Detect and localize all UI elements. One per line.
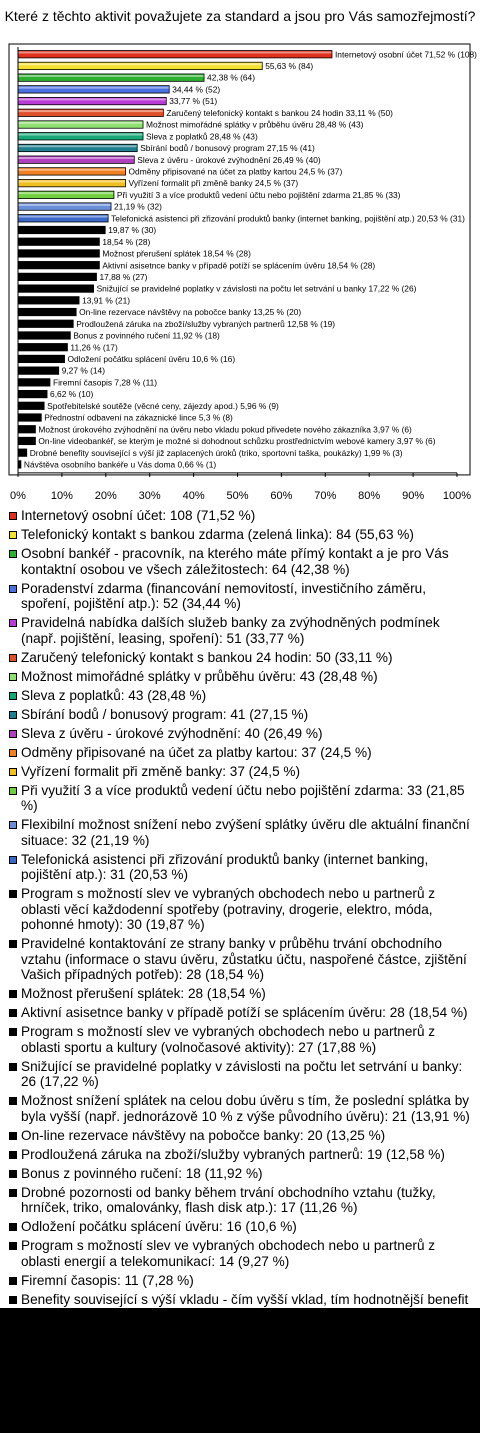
bar-label: Odměny připisované na účet za platby kartou 24,5 % (37) xyxy=(128,166,343,177)
bar-label: Možnost úrokového zvýhodnění na úvěru nebo vkladu pokud přivedete nového zákazníka 3,97 % (6) xyxy=(38,424,412,435)
bar-group xyxy=(18,344,67,351)
legend-label: On-line videobankéř, se kterým je možné si dohodnout schůzku prostřednictvím webové kamery: 6 (3,97 %) xyxy=(21,1398,404,1429)
bar xyxy=(18,426,35,433)
legend-item xyxy=(8,1128,472,1144)
bar-group xyxy=(18,355,65,362)
legend-label: Sleva z poplatků: 43 (28,48 %) xyxy=(21,687,207,703)
bar-group xyxy=(18,437,35,444)
bar-label: Prodloužená záruka na zboží/služby vybraných partnerů 12,58 % (19) xyxy=(76,318,336,329)
legend-swatch xyxy=(9,1242,17,1250)
bar-group xyxy=(18,226,105,233)
bar-group xyxy=(18,297,79,304)
bar-label: 11,26 % (17) xyxy=(70,342,118,353)
legend-swatch xyxy=(9,1097,17,1105)
bar xyxy=(18,402,44,409)
legend-label: Vyřízení formalit při změně banky: 37 (24,5 %) xyxy=(21,763,301,779)
legend-swatch xyxy=(9,654,17,662)
legend-item xyxy=(8,1219,472,1235)
legend-label: Při využití 3 a více produktů vedení účtu nebo pojištění zdarma: 33 (21,85 %) xyxy=(21,782,465,813)
legend-label: Sleva z úvěru - úrokové zvýhodnění: 40 (26,49 %) xyxy=(21,725,323,741)
bar-highlight xyxy=(19,52,332,54)
bar-highlight xyxy=(19,87,169,89)
legend-label: Program s možností slev ve vybraných obchodech nebo u partnerů z oblasti sportu a kultury (volnočasové aktivity): 27 (17,88 %) xyxy=(21,1024,436,1055)
legend-label: Možnost mimořádné splátky v průběhu úvěru: 43 (28,48 %) xyxy=(21,668,378,684)
legend-item xyxy=(8,1093,472,1124)
legend-item xyxy=(8,581,472,612)
chart-title: Které z těchto aktivit považujete za standard a jsou pro Vás samozřejmostí? xyxy=(4,8,476,24)
bar-group xyxy=(18,168,126,175)
bar-label: Možnost přerušení splátek 18,54 % (28) xyxy=(102,248,251,259)
bar-label: 34,44 % (52) xyxy=(172,84,221,95)
legend-item xyxy=(8,508,472,524)
bar-chart xyxy=(0,0,480,508)
bar-label: Bonus z povinného ručení 11,92 % (18) xyxy=(73,330,220,341)
legend-label: Spotřebitelské soutěže (věcné ceny, zájezdy apod.): 9 (5,96 %) xyxy=(21,1326,401,1341)
legend-swatch xyxy=(9,1151,17,1159)
bar-label: 42,38 % (64) xyxy=(207,72,256,83)
bar-group xyxy=(18,285,94,292)
bar-group xyxy=(18,86,169,93)
bar-highlight xyxy=(19,157,134,159)
bar-group xyxy=(18,144,137,151)
bar-group xyxy=(18,156,134,163)
bar-label: 19,87 % (30) xyxy=(108,225,157,236)
legend-label: Bonus z povinného ručení: 18 (11,92 %) xyxy=(21,1165,263,1181)
legend-item xyxy=(8,1326,472,1342)
bar-label: Aktivní asisetnce banky v případě potíží se splácením úvěru 18,54 % (28) xyxy=(102,260,376,271)
bar-label: Možnost mimořádné splátky v průběhu úvěru 28,48 % (43) xyxy=(146,119,364,130)
legend-swatch xyxy=(9,1170,17,1178)
x-tick-label: 40% xyxy=(182,490,205,502)
bar-highlight xyxy=(19,110,163,112)
bar xyxy=(18,414,41,421)
legend-label: Snižující se pravidelné poplatky v závislosti na počtu let setrvání u banky: 26 (17,22 %) xyxy=(21,1058,463,1089)
bar-highlight xyxy=(19,204,111,206)
bar-group xyxy=(18,320,73,327)
legend-swatch xyxy=(9,619,17,627)
x-tick-label: 0% xyxy=(10,490,26,502)
legend-item xyxy=(8,615,472,646)
legend-swatch xyxy=(9,1189,17,1197)
legend-item xyxy=(8,1024,472,1055)
legend-item xyxy=(8,817,472,848)
legend-label: Osobní bankéř - pracovník, na kterého máte přímý kontakt a je pro Vás kontaktní osobou ve všech záležitostech: 64 (42,38 %) xyxy=(21,546,449,577)
legend-item xyxy=(8,1005,472,1021)
legend-item xyxy=(8,764,472,780)
bar-group xyxy=(18,238,99,245)
legend-label: Zaručený telefonický kontakt s bankou 24 hodin: 50 (33,11 %) xyxy=(21,649,393,665)
bar-label: Internetový osobní účet 71,52 % (108) xyxy=(334,49,477,60)
legend-item xyxy=(8,783,472,814)
bar-label: 21,19 % (32) xyxy=(114,201,162,212)
legend-label: On-line rezervace návštěvy na pobočce banky: 20 (13,25 %) xyxy=(21,1127,386,1143)
bar-group xyxy=(18,414,41,421)
legend-item xyxy=(8,1273,472,1289)
bar-highlight xyxy=(19,122,143,124)
legend-swatch xyxy=(9,1132,17,1140)
bar xyxy=(18,238,99,245)
legend-swatch xyxy=(9,890,17,898)
legend-item xyxy=(8,886,472,933)
legend xyxy=(8,508,472,1433)
legend-label: Odložení počátku splácení úvěru: 16 (10,6 %) xyxy=(21,1219,297,1234)
legend-swatch xyxy=(9,749,17,757)
legend-swatch xyxy=(9,768,17,776)
bar-highlight xyxy=(19,63,262,65)
legend-label: Firemní časopis: 11 (7,28 %) xyxy=(21,1272,194,1288)
bar-group xyxy=(18,97,166,104)
bar-label: Firemní časopis 7,28 % (11) xyxy=(52,377,158,388)
legend-label: Odměny připisované na účet za platby kartou: 37 (24,5 %) xyxy=(21,744,372,760)
legend-label: Pravidelné kontaktování ze strany banky v průběhu trvání obchodního vztahu (informace o stavu úvěru, zůstatku účtu, naspořené částce, zjištění Vašich případných potřeb): 28 (18,54 %) xyxy=(21,936,467,982)
legend-swatch xyxy=(9,1330,17,1338)
x-tick-label: 20% xyxy=(94,490,117,502)
bar-group xyxy=(18,74,204,81)
bar-highlight xyxy=(19,134,143,136)
legend-swatch xyxy=(9,1223,17,1231)
legend-label: Internetový osobní účet: 108 (71,52 %) xyxy=(21,508,256,523)
legend-item xyxy=(8,726,472,742)
bar-label: 18,54 % (28) xyxy=(102,236,151,247)
bar-label: 17,88 % (27) xyxy=(99,271,148,282)
legend-item xyxy=(8,1399,472,1430)
legend-item xyxy=(8,1166,472,1182)
bar-highlight xyxy=(19,75,204,77)
legend-label: Sbírání bodů / bonusový program: 41 (27,15 %) xyxy=(21,706,309,722)
legend-item xyxy=(8,1059,472,1090)
legend-swatch xyxy=(9,711,17,719)
legend-label: Přednostní odbavení na zákaznické lince: 8 (5,3 %) xyxy=(21,1345,331,1360)
bar-label: Spotřebitelské soutěže (věcné ceny, zájezdy apod.) 5,96 % (9) xyxy=(47,400,279,411)
bar xyxy=(18,261,99,268)
legend-swatch xyxy=(9,940,17,948)
bar-label: Telefonická asistenci při zřizování produktů banky (internet banking, pojištění atp.) 20,53 % (31) xyxy=(111,213,465,224)
bar-group xyxy=(18,261,99,268)
legend-item xyxy=(8,1238,472,1269)
x-tick-label: 100% xyxy=(442,490,472,502)
bar xyxy=(18,344,67,351)
legend-swatch xyxy=(9,821,17,829)
bar xyxy=(18,355,65,362)
bar-label: Snižující se pravidelné poplatky v závislosti na počtu let setrvání u banky 17,22 % (26) xyxy=(96,283,417,294)
bar-group xyxy=(18,179,126,186)
bar-group xyxy=(18,379,50,386)
bar xyxy=(18,226,105,233)
bar-label: Sleva z poplatků 28,48 % (43) xyxy=(146,131,258,142)
legend-item xyxy=(8,936,472,983)
legend-swatch xyxy=(9,550,17,558)
legend-swatch xyxy=(9,730,17,738)
bar-label: Odložení počátku splácení úvěru 10,6 % (16) xyxy=(67,354,236,365)
bar-label: Sbírání bodů / bonusový program 27,15 % (41) xyxy=(140,143,315,154)
bar xyxy=(18,379,50,386)
bar-group xyxy=(18,332,70,339)
legend-swatch xyxy=(9,1028,17,1036)
legend-item xyxy=(8,1147,472,1163)
legend-label: Program s možností slev ve vybraných obchodech nebo u partnerů z oblasti energií a telekomunikací: 14 (9,27 %) xyxy=(21,1238,436,1269)
bar-label: On-line videobankéř, se kterým je možné si dohodnout schůzku prostřednictvím webové kamery 3,97 % (6) xyxy=(38,436,436,447)
legend-label: Možnost přerušení splátek: 28 (18,54 %) xyxy=(21,986,266,1001)
legend-swatch xyxy=(9,1368,17,1376)
bar-label: 9,27 % (14) xyxy=(61,365,105,376)
bar-group xyxy=(18,191,114,198)
bar-highlight xyxy=(19,216,108,218)
bar-label: Sleva z úvěru - úrokové zvýhodnění 26,49 % (40) xyxy=(137,154,321,165)
legend-item xyxy=(8,852,472,883)
legend-swatch xyxy=(9,990,17,998)
legend-swatch xyxy=(9,1277,17,1285)
bar xyxy=(18,449,27,456)
bar-label: 6,62 % (10) xyxy=(50,389,94,400)
legend-label: Možnost úrokového zvýhodnění na úvěru nebo vkladu pokud přivedete nového zákazníka: 6 (3,97 %) xyxy=(21,1364,448,1395)
bar-group xyxy=(18,390,47,397)
bar xyxy=(18,320,73,327)
legend-label: Prodloužená záruka na zboží/služby vybraných partnerů: 19 (12,58 %) xyxy=(21,1146,445,1162)
bar-group xyxy=(18,133,143,140)
bar xyxy=(18,390,47,397)
bar-label: Návštěva osobního bankéře u Vás doma 0,66 % (1) xyxy=(23,459,217,470)
legend-swatch xyxy=(9,1349,17,1357)
legend-item xyxy=(8,986,472,1002)
legend-label: Možnost snížení splátek na celou dobu úvěru s tím, že poslední splátka by byla vyšší (např. jednorázově 10 % z výše původního úvěru): 21 (13,91 %) xyxy=(21,1093,470,1124)
bar-label: Drobné benefity související s výší již zaplacených úroků (triko, sportovní taška, poukázky) 1,99 % (3) xyxy=(29,447,403,458)
legend-label: Telefonická asistenci při zřizování produktů banky (internet banking, pojištění atp.): 31 (20,53 %) xyxy=(21,851,429,882)
bar-label: 55,63 % (84) xyxy=(265,61,314,72)
legend-item xyxy=(8,527,472,543)
x-tick-label: 30% xyxy=(138,490,161,502)
legend-swatch xyxy=(9,673,17,681)
bar-group xyxy=(18,426,35,433)
bar-group xyxy=(18,203,111,210)
x-tick-label: 90% xyxy=(402,490,425,502)
bar-group xyxy=(18,250,99,257)
bar-group xyxy=(18,308,76,315)
legend-swatch xyxy=(9,1009,17,1017)
x-tick-label: 80% xyxy=(358,490,381,502)
bar-group xyxy=(18,367,59,374)
legend-swatch xyxy=(9,787,17,795)
legend-item xyxy=(8,1292,472,1323)
bar-label: Při využití 3 a více produktů vedení účtu nebo pojištění zdarma 21,85 % (33) xyxy=(116,189,401,200)
bar-group xyxy=(18,273,96,280)
bar-group xyxy=(18,51,332,58)
legend-label: Aktivní asisetnce banky v případě potíží se splácením úvěru: 28 (18,54 %) xyxy=(21,1005,468,1020)
legend-swatch xyxy=(9,856,17,864)
legend-label: Poradenství zdarma (financování nemovitostí, investičního záměru, spoření, pojištění atp.): 52 (34,44 %) xyxy=(21,580,426,611)
legend-swatch xyxy=(9,692,17,700)
bar xyxy=(18,437,35,444)
legend-swatch xyxy=(9,1403,17,1411)
bar xyxy=(18,297,79,304)
legend-label: Benefity související s výší vkladu - čím vyšší vklad, tím hodnotnější benefit (triko, elektronika, letenky): 10 (6,62 %) xyxy=(21,1291,469,1322)
bar xyxy=(18,367,59,374)
bar-highlight xyxy=(19,180,126,182)
legend-item xyxy=(8,707,472,723)
bar-label: Vyřízení formalit při změně banky 24,5 % (37) xyxy=(128,178,299,189)
bar xyxy=(18,250,99,257)
x-tick-label: 70% xyxy=(314,490,337,502)
legend-label: Flexibilní možnost snížení nebo zvýšení splátky úvěru dle aktuální finanční situace: 32 (21,19 %) xyxy=(21,817,470,848)
legend-swatch xyxy=(9,1296,17,1304)
bar-highlight xyxy=(19,192,114,194)
bar xyxy=(18,308,76,315)
bar-group xyxy=(18,62,262,69)
x-tick-label: 50% xyxy=(226,490,249,502)
bar-highlight xyxy=(19,98,166,100)
bar-label: 33,77 % (51) xyxy=(169,96,218,107)
legend-label: Drobné pozornosti od banky během trvání obchodního vztahu (tužky, hrníček, triko, omalovánky, flash disk atp.): 17 (11,26 %) xyxy=(21,1184,436,1215)
bar-highlight xyxy=(19,169,126,171)
legend-swatch xyxy=(9,585,17,593)
bar-label: Přednostní odbavení na zákaznické lince 5,3 % (8) xyxy=(44,412,233,423)
bar-highlight xyxy=(19,145,137,147)
legend-label: Telefonický kontakt s bankou zdarma (zelená linka): 84 (55,63 %) xyxy=(21,527,414,542)
legend-item xyxy=(8,546,472,577)
bar-label: On-line rezervace návštěvy na pobočce banky 13,25 % (20) xyxy=(79,307,302,318)
x-tick-label: 60% xyxy=(270,490,293,502)
bar xyxy=(18,273,96,280)
bar-label: 13,91 % (21) xyxy=(82,295,131,306)
x-tick-label: 10% xyxy=(50,490,73,502)
legend-item xyxy=(8,1345,472,1361)
bar-group xyxy=(18,215,108,222)
legend-item xyxy=(8,1185,472,1216)
legend-swatch xyxy=(9,531,17,539)
legend-item xyxy=(8,1364,472,1395)
legend-label: Program s možností slev ve vybraných obchodech nebo u partnerů z oblasti věcí každodenní spotřeby (potraviny, drogerie, elektro, móda, pohonné hmoty): 30 (19,87 %) xyxy=(21,886,436,932)
bar-group xyxy=(18,121,143,128)
bar xyxy=(18,332,70,339)
bar-group xyxy=(18,109,163,116)
legend-item xyxy=(8,745,472,761)
legend-item xyxy=(8,688,472,704)
bar-group xyxy=(18,402,44,409)
legend-item xyxy=(8,650,472,666)
bar-label: Zaručený telefonický kontakt s bankou 24 hodin 33,11 % (50) xyxy=(166,107,393,118)
bar xyxy=(18,285,94,292)
legend-swatch xyxy=(9,512,17,520)
legend-item xyxy=(8,669,472,685)
legend-label: Pravidelná nabídka dalších služeb banky za zvýhodněných podmínek (např. pojištění, leasing, spoření): 51 (33,77 %) xyxy=(21,615,440,646)
bar-group xyxy=(18,449,27,456)
legend-swatch xyxy=(9,1063,17,1071)
